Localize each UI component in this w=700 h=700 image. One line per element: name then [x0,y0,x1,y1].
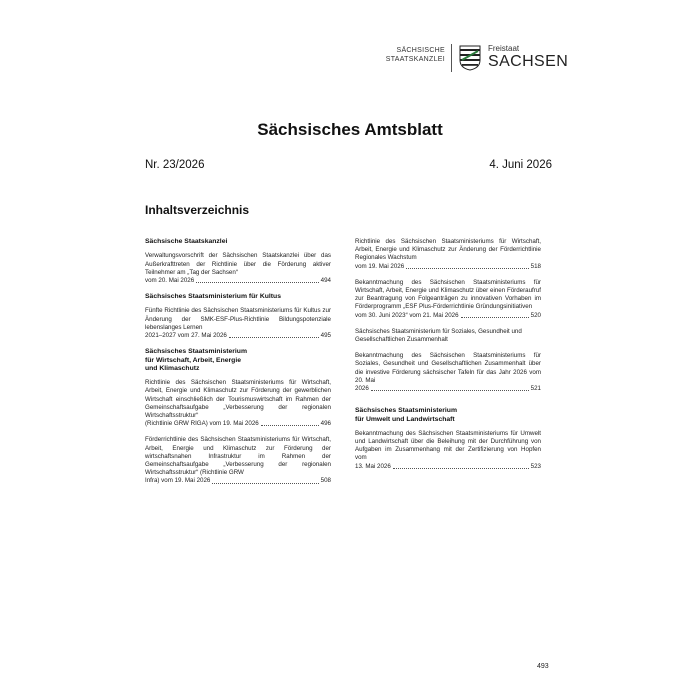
toc-section-staatskanzlei [145,238,331,285]
toc-entry[interactable] [145,252,331,285]
toc-entry-line [145,277,331,285]
issue-date: 4. Juni 2026 [489,159,552,171]
toc-entry-text: Bekanntmachung des Sächsischen Staatsministeriums für Soziales, Gesundheit und Gesellschaftlichen Zusammenhalt über die investive Förderung sächsischer Tafeln für das Jahr 2026 vom 20. Mai [355,352,541,384]
freistaat-label: Freistaat [488,44,520,53]
staatskanzlei-line1: SÄCHSISCHE [396,47,445,54]
staatskanzlei-logo-text [380,46,445,64]
toc-entry-text-end: vom 20. Mai 2026 [145,276,195,284]
staatskanzlei-line2: STAATSKANZLEI [385,56,445,63]
toc-entry-line [355,263,541,271]
toc-entry[interactable] [355,238,541,271]
toc-entry[interactable] [145,307,331,340]
page-reference: 520 [530,311,541,319]
dot-leader [393,468,529,469]
dot-leader [229,337,319,338]
section-title [355,407,541,424]
toc-entry-line [145,332,331,340]
toc-entry-text: Verwaltungsvorschrift der Sächsischen Staatskanzlei über das Außerkrafttreten der Richtlinie über die Förderung aktiver Teilnehmer am „Tag der Sachsen“ [145,252,331,276]
toc-right-column [355,238,541,479]
section-title-line: für Umwelt und Landwirtschaft [355,415,455,423]
toc-entry-text-end: vom 19. Mai 2026 [355,262,405,270]
toc-entry-text: Fünfte Richtlinie des Sächsischen Staatsministeriums für Kultus zur Änderung der SMK-ESF-Plus-Richtlinie Bildungspotenziale lebenslanges Lernen [145,307,331,331]
toc-left-column [145,238,331,494]
toc-heading: Inhaltsverzeichnis [145,203,250,217]
toc-entry-text-end: vom 30. Juni 2023“ vom 21. Mai 2026 [355,311,459,319]
logo-divider [451,44,452,72]
toc-entry-text-end: 2021–2027 vom 27. Mai 2026 [145,332,227,340]
dot-leader [212,483,318,484]
toc-section-soziales [355,328,541,393]
toc-entry-text: Bekanntmachung des Sächsischen Staatsministeriums für Wirtschaft, Arbeit, Energie und Klimaschutz über einen Förderaufruf zur Beantragung von Folgeanträgen zu innovativen Vorhaben im Förderprogramm „ESF Plus-Förderrichtlinie Gründungsinitiativen [355,278,541,311]
toc-entry[interactable] [355,279,541,320]
dot-leader [196,282,318,283]
section-title: Sächsisches Staatsministerium für Kultus [145,293,281,301]
section-title: Sächsische Staatskanzlei [145,238,228,245]
toc-section-umwelt [355,407,541,471]
page-reference: 521 [530,385,541,393]
dot-leader [406,268,528,269]
page-reference: 496 [320,420,331,428]
toc-entry[interactable] [355,430,541,471]
toc-entry-line [355,463,541,471]
saxony-crest-icon [459,45,481,71]
sachsen-label: SACHSEN [488,53,569,70]
section-title-line: Sächsisches Staatsministerium [145,348,247,356]
toc-entry-text: Förderrichtlinie des Sächsischen Staatsministeriums für Wirtschaft, Arbeit, Energie und Klimaschutz zur Förderung der wirtschaftsnahen Infrastruktur im Rahmen der Gemeinschaftsaufgabe „Verbesserung der regionalen Wirtschaftsstruktur“ (Richtlinie GRW [145,436,331,477]
section-title-line: für Wirtschaft, Arbeit, Energie [145,356,241,364]
page-reference: 523 [530,462,541,470]
section-title-plain: Sächsisches Staatsministerium für Soziales, Gesundheit und Gesellschaftlichen Zusammenhalt [355,327,522,344]
issue-number: Nr. 23/2026 [145,159,205,171]
toc-section-wirtschaft [145,348,331,485]
dot-leader [261,425,319,426]
section-title-line: und Klimaschutz [145,364,200,372]
toc-entry-line [355,312,541,320]
page-number: 493 [537,663,549,670]
section-title-line: Sächsisches Staatsministerium [355,407,457,415]
toc-entry-text: Bekanntmachung des Sächsischen Staatsministeriums für Umwelt und Landwirtschaft über die Beleihung mit der Durchführung von Aufgaben im Zusammenhang mit der Zertifizierung von Hopfen vom [355,429,541,462]
toc-entry-text-end: (Richtlinie GRW RIGA) vom 19. Mai 2026 [145,420,259,428]
page-reference: 494 [320,276,331,284]
page-reference: 518 [530,262,541,270]
toc-entry-line [355,385,541,393]
dot-leader [461,317,529,318]
toc-entry-line [145,477,331,485]
toc-entry-text-end: Infra) vom 19. Mai 2026 [145,477,211,485]
toc-entry-text-end: 13. Mai 2026 [355,462,391,470]
toc-entry[interactable] [145,436,331,485]
toc-entry[interactable] [355,352,541,393]
toc-section-kultus [145,293,331,340]
toc-entry-text: Richtlinie des Sächsischen Staatsministeriums für Wirtschaft, Arbeit, Energie und Klimaschutz zur Änderung der Förderrichtlinie Regionales Wachstum [355,238,541,262]
toc-entry-text-end: 2026 [355,385,369,393]
toc-entry-line [145,420,331,428]
page-title: Sächsisches Amtsblatt [257,120,443,139]
dot-leader [371,390,529,391]
section-title [145,348,331,373]
page-reference: 508 [320,477,331,485]
toc-entry-text: Richtlinie des Sächsischen Staatsministeriums für Wirtschaft, Arbeit, Energie und Klimaschutz zur Förderung der gewerblichen Wirtschaft einschließlich der Tourismuswirtschaft im Rahmen der Gemeinschaftsaufgabe „Verbesserung der regionalen Wirtschaftsstruktur“ [145,379,331,419]
toc-entry[interactable] [145,379,331,428]
page-reference: 495 [320,332,331,340]
